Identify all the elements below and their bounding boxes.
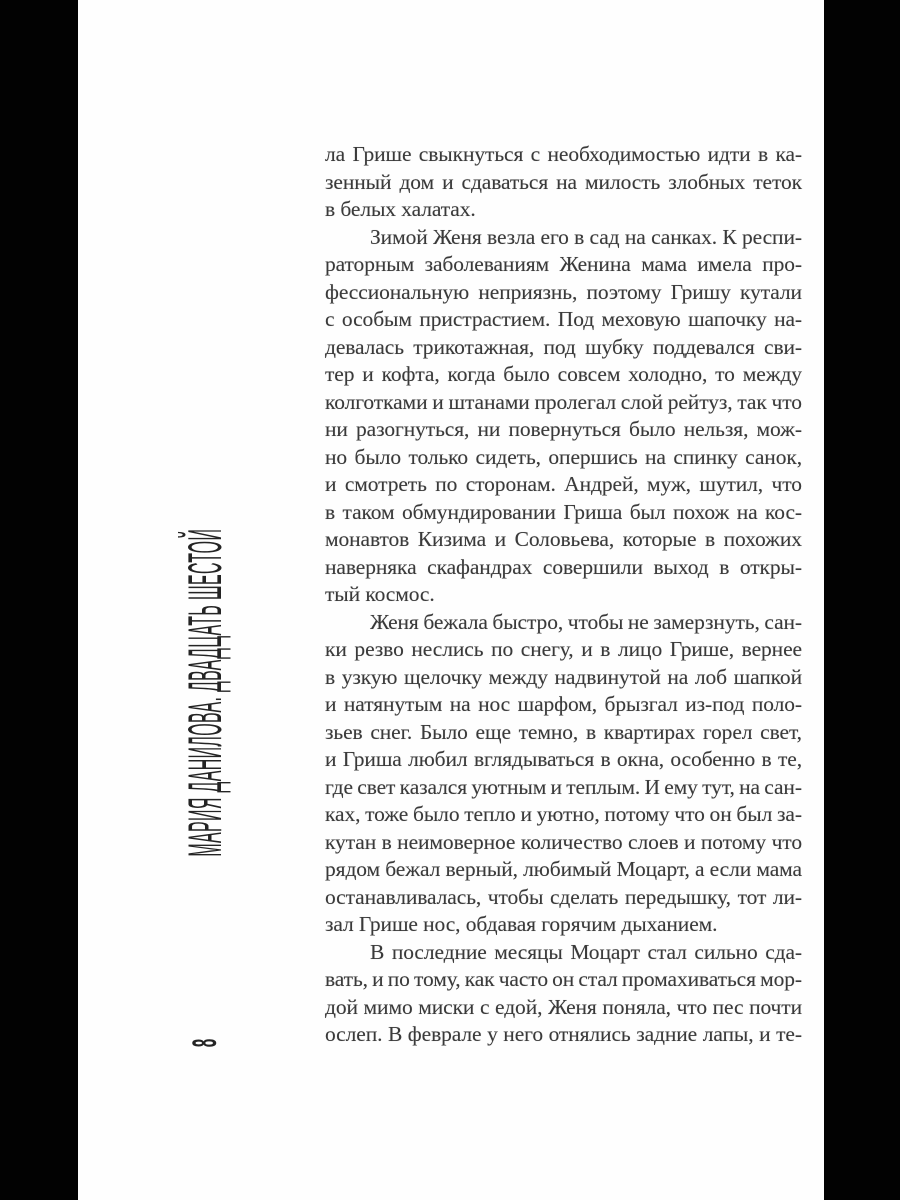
text-line: ни разогнуться, ни повернуться было нельзя, мож- xyxy=(325,417,802,441)
page-number: 8 xyxy=(186,1038,224,1048)
text-line: в узкую щелочку между надвинутой на лоб шапкой xyxy=(325,664,802,689)
text-line: колготками и штанами пролегал слой рейтуз, так что xyxy=(325,389,802,414)
book-page xyxy=(78,0,824,1200)
text-line: раторным заболеваниям Женина мама имела про- xyxy=(325,252,802,276)
text-line: дой мимо миски с едой, Женя поняла, что пес почти xyxy=(325,994,802,1019)
text-line: монавтов Кизима и Соловьева, которые в похожих xyxy=(325,527,802,551)
text-line: зьев снег. Было еще темно, в квартирах горел свет, xyxy=(325,719,802,744)
text-line: Зимой Женя везла его в сад на санках. К респи- xyxy=(370,224,802,249)
text-line: вать, и по тому, как часто он стал промахиваться мор- xyxy=(325,967,802,991)
text-line: ла Грише свыкнуться с необходимостью идти в ка- xyxy=(325,142,802,166)
text-line: в белых халатах. xyxy=(325,197,476,221)
text-line: и натянутым на нос шарфом, брызгал из-под поло- xyxy=(325,692,802,716)
text-line: рядом бежал верный, любимый Моцарт, а если мама xyxy=(325,857,802,881)
text-line: тый космос. xyxy=(325,582,435,606)
text-line: зенный дом и сдаваться на милость злобных теток xyxy=(325,169,802,194)
text-line: Женя бежала быстро, чтобы не замерзнуть, сан- xyxy=(370,609,802,634)
text-line: зал Грише нос, обдавая горячим дыханием. xyxy=(325,912,718,936)
letterbox-right xyxy=(824,0,900,1200)
text-line: и Гриша любил вглядываться в окна, особенно в те, xyxy=(325,747,802,771)
text-line: ках, тоже было тепло и уютно, потому что он был за- xyxy=(325,802,802,826)
text-line: но было только сидеть, опершись на спинку санок, xyxy=(325,444,802,469)
text-line: В последние месяцы Моцарт стал сильно сда- xyxy=(370,939,802,964)
text-line: девалась трикотажная, под шубку поддевался сви- xyxy=(325,334,802,359)
text-line: где свет казался уютным и теплым. И ему тут, на сан- xyxy=(325,774,802,799)
text-line: останавливалась, чтобы сделать передышку, тот ли- xyxy=(325,884,802,909)
text-line: кутан в неимоверное количество слоев и потому что xyxy=(325,829,802,854)
text-line: ки резво неслись по снегу, и в лицо Грише, вернее xyxy=(325,637,802,661)
body-text xyxy=(325,141,802,1049)
text-line: наверняка скафандрах совершили выход в откры- xyxy=(325,554,802,579)
text-line: в таком обмундировании Гриша был похож на кос- xyxy=(325,499,802,524)
letterbox-left xyxy=(0,0,78,1200)
text-line: с особым пристрастием. Под меховую шапочку на- xyxy=(325,307,802,331)
text-line: ослеп. В феврале у него отнялись задние лапы, и те- xyxy=(325,1022,802,1046)
spine-running-title: МАРИЯ ДАНИЛОВА. ДВАДЦАТЬ ШЕСТОЙ xyxy=(178,528,231,857)
text-line: фессиональную неприязнь, поэтому Гришу кутали xyxy=(325,279,802,304)
text-line: тер и кофта, когда было совсем холодно, то между xyxy=(325,362,802,386)
text-line: и смотреть по сторонам. Андрей, муж, шутил, что xyxy=(325,472,802,496)
